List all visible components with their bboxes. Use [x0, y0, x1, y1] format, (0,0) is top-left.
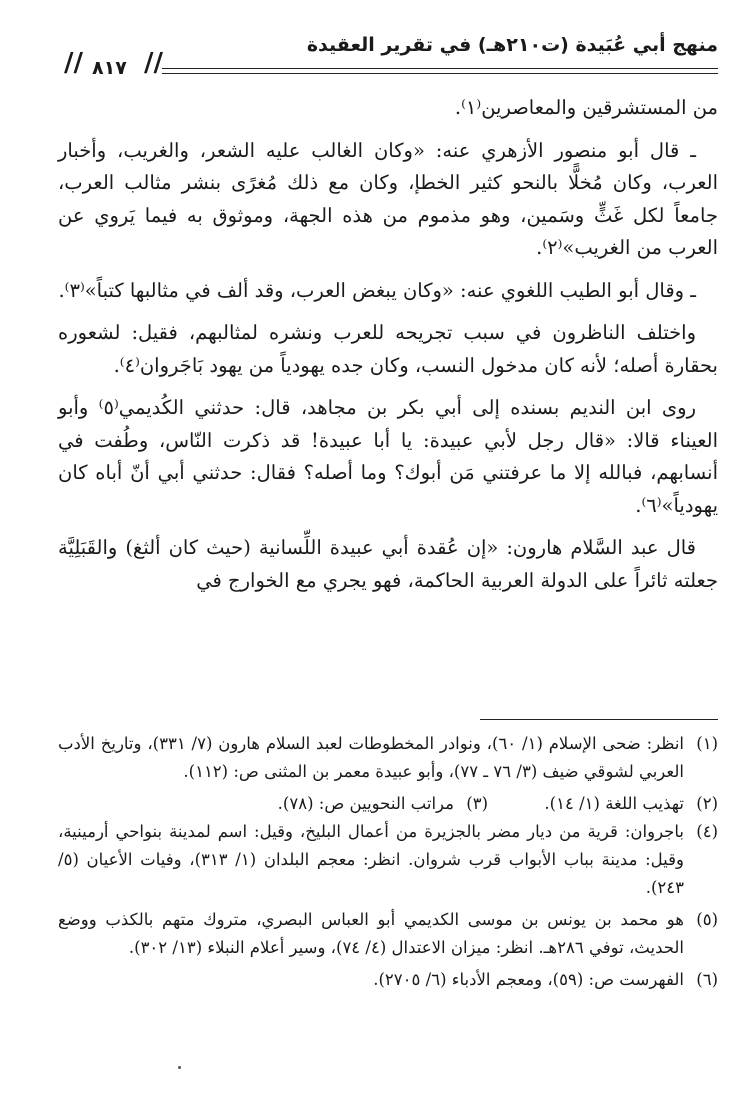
footnote [488, 790, 718, 818]
footnote-text: تهذيب اللغة (١/ ١٤). [544, 794, 684, 813]
paragraph: قال عبد السَّلام هارون: «إن عُقدة أبي عبيدة اللِّسانية (حيث كان ألثغ) والقَبَلِيَّة جعلته ثائراً على الدولة العربية الحاكمة، فهو يجري مع الخوارج في [58, 536, 718, 592]
footnote-text: انظر: ضحى الإسلام (١/ ٦٠)، ونوادر المخطوطات لعبد السلام هارون (٧/ ٣٣١)، وتاريخ الأدب العربي لشوقي ضيف (٣/ ٧٦ ـ ٧٧)، وأبو عبيدة معمر بن المثنى ص: (١١٢). [58, 734, 685, 781]
footnote [58, 906, 718, 962]
footnote-row [58, 790, 718, 818]
footnote-separator [480, 719, 718, 720]
page-number: ٨١٧ [92, 57, 127, 79]
footnote [58, 818, 718, 902]
footnote-number: (٢) [696, 794, 718, 813]
speck [178, 1066, 181, 1069]
footnote-text: الفهرست ص: (٥٩)، ومعجم الأدباء (٦/ ٢٧٠٥). [373, 970, 684, 989]
page-header [62, 28, 718, 79]
footnote-number: (٦) [696, 970, 718, 989]
footnote-text: مراتب النحويين ص: (٧٨). [277, 794, 454, 813]
footnote [58, 966, 718, 994]
paragraph: ـ وقال أبو الطيب اللغوي عنه: «وكان يبغض العرب، وقد ألف في مثالبها كتباً»⁽٣⁾. [58, 278, 696, 302]
footnote [258, 790, 488, 818]
header-rule-line [162, 73, 718, 74]
running-title: منهج أبي عُبَيدة (ت٢١٠هـ) في تقرير العقيدة [306, 34, 718, 56]
footnote-number: (٥) [696, 910, 718, 929]
footnote-number: (٣) [466, 794, 488, 813]
footnote-text: هو محمد بن يونس بن موسى الكديمي أبو العباس البصري، متروك متهم بالكذب ووضع الحديث، توفي ٢٨٦هـ. انظر: ميزان الاعتدال (٤/ ٧٤)، وسير أعلام النبلاء (١٣/ ٣٠٢). [58, 910, 684, 957]
paragraph: واختلف الناظرون في سبب تجريحه للعرب ونشره لمثالبهم، فقيل: لشعوره بحقارة أصله؛ لأنه كان مدخول النسب، وكان جده يهودياً من يهود بَاجَروان⁽٤⁾. [58, 321, 718, 377]
page-number-box [62, 48, 166, 84]
footnotes [58, 730, 718, 998]
paragraph: ـ قال أبو منصور الأزهري عنه: «وكان الغالب عليه الشعر، والغريب، وأخبار العرب، وكان مُخلًّا بالنحو كثير الخطإ، وكان مع ذلك مُغرًى بنشر مثالب العرب، جامعاً لكل غَثٍّ وسَمين، وهو مذموم من هذه الجهة، وموثوق به فيما يَروي عن العرب من الغريب»⁽٢⁾. [58, 138, 718, 259]
footnote [58, 730, 718, 786]
paragraph: روى ابن النديم بسنده إلى أبي بكر بن مجاهد، قال: حدثني الكُديمي⁽٥⁾ وأبو العيناء قالا: «قال رجل لأبي عبيدة: يا أبا عبيدة! قد ذكرت النّاس، وطُفت في أنسابهم، فبالله إلا ما عرفتني مَن أبوك؟ وما أصله؟ فقال: حدثني أبي أنّ أباه كان يهودياً»⁽٦⁾. [58, 396, 718, 517]
footnote-number: (١) [696, 734, 718, 753]
header-rule-line [162, 68, 718, 69]
paragraph: من المستشرقين والمعاصرين⁽١⁾. [454, 96, 718, 119]
ornament-slash: // [144, 48, 163, 78]
main-text [58, 92, 718, 607]
ornament-slash: // [64, 48, 83, 78]
footnote-number: (٤) [696, 822, 718, 841]
footnote-text: باجروان: قرية من ديار مضر بالجزيرة من أعمال البليخ، وقيل: اسم لمدينة بنواحي أرمينية، وقيل: مدينة بباب الأبواب قرب شروان. انظر: معجم البلدان (١/ ٣١٣)، وفيات الأعيان (٥/ ٢٤٣). [58, 822, 684, 897]
